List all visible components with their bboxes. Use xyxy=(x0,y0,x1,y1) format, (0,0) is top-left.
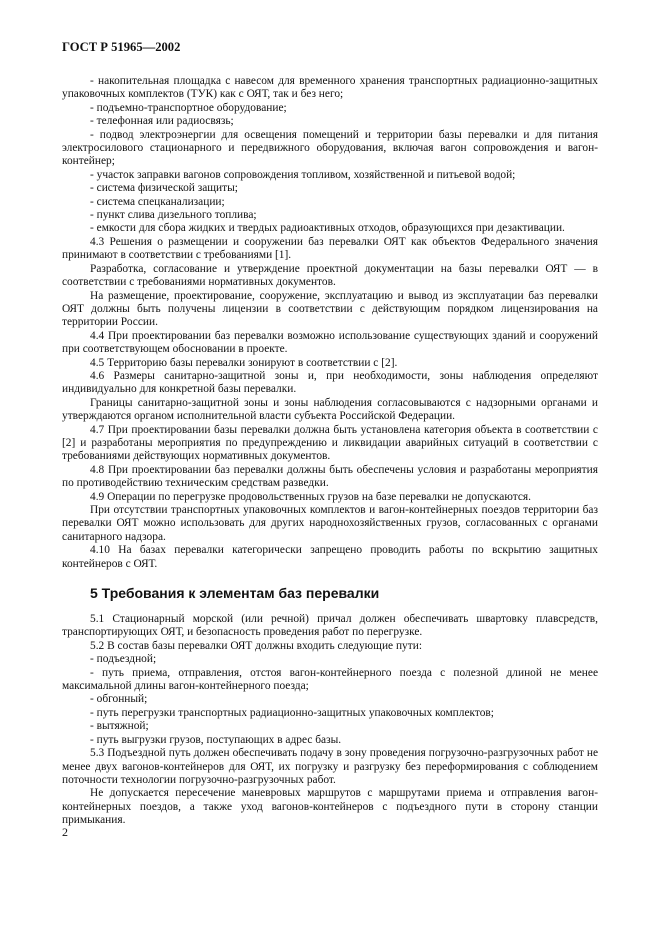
list-item: - путь перегрузки транспортных радиационно-защитных упаковочных комплектов; xyxy=(90,706,494,719)
list-item: - пункт слива дизельного топлива; xyxy=(90,209,257,222)
paragraph: Разработка, согласование и утверждение проектной документации на базы перевалки ОЯТ — в соответствии с требованиями нормативных документов. xyxy=(62,262,598,289)
paragraph: 4.4 При проектировании баз перевалки возможно использование существующих зданий и сооружений при соответствующем обосновании в проекте. xyxy=(62,329,598,356)
list-item: - емкости для сбора жидких и твердых радиоактивных отходов, образующихся при дезактивации. xyxy=(90,222,565,235)
paragraph: 4.9 Операции по перегрузке продовольственных грузов на базе перевалки не допускаются. xyxy=(90,490,531,503)
paragraph: 4.7 При проектировании базы перевалки должна быть установлена категория объекта в соответствии с [2] и разработаны мероприятия по предупреждению и ликвидации аварийных ситуаций в соответствии с требованиями действующих нормативных документов. xyxy=(62,423,598,463)
list-item: - путь выгрузки грузов, поступающих в адрес базы. xyxy=(90,733,342,746)
document-body xyxy=(62,75,598,828)
paragraph: Границы санитарно-защитной зоны и зоны наблюдения согласовываются с надзорными органами и утверждаются органом исполнительной власти субъекта Российской Федерации. xyxy=(62,396,598,423)
document-header: ГОСТ Р 51965—2002 xyxy=(62,40,181,54)
list-item: - участок заправки вагонов сопровождения топливом, хозяйственной и питьевой водой; xyxy=(90,168,516,181)
paragraph: 4.3 Решения о размещении и сооружении баз перевалки ОЯТ как объектов Федерального значения принимают в соответствии с требованиями [1]. xyxy=(62,235,598,262)
paragraph: Не допускается пересечение маневровых маршрутов с маршрутами приема и отправления вагон-контейнерных поездов, а также уход вагонов-контейнеров с подъездного пути в сторону станции примыкания. xyxy=(62,787,598,827)
list-item: - система физической защиты; xyxy=(90,182,238,195)
paragraph: 5.2 В состав базы перевалки ОЯТ должны входить следующие пути: xyxy=(90,639,422,652)
list-item: - накопительная площадка с навесом для временного хранения транспортных радиационно-защитных упаковочных комплектов (ТУК) как с ОЯТ, так и без него; xyxy=(62,75,598,101)
list-item: - система спецканализации; xyxy=(90,195,225,208)
list-item: - телефонная или радиосвязь; xyxy=(90,115,234,128)
paragraph: 5.3 Подъездной путь должен обеспечивать подачу в зону проведения погрузочно-разгрузочных работ не менее двух вагонов-контейнеров для ОЯТ, их погрузку и разгрузку без переформирования с соблюдением поточности технологии погрузочно-разгрузочных работ. xyxy=(62,747,598,786)
page-number: 2 xyxy=(62,825,68,839)
paragraph: 4.10 На базах перевалки категорически запрещено проводить работы по вскрытию защитных контейнеров с ОЯТ. xyxy=(62,544,598,570)
list-item: - подъездной; xyxy=(90,653,157,666)
paragraph: 4.5 Территорию базы перевалки зонируют в соответствии с [2]. xyxy=(90,356,398,369)
paragraph: На размещение, проектирование, сооружение, эксплуатацию и вывод из эксплуатации баз перевалки ОЯТ должны быть получены лицензии в соответствии с действующим порядком лицензирования на территории России. xyxy=(62,289,598,329)
list-item: - вытяжной; xyxy=(90,720,149,733)
section-5-title: 5 Требования к элементам баз перевалки xyxy=(90,585,380,602)
paragraph: 5.1 Стационарный морской (или речной) причал должен обеспечивать швартовку плавсредств, транспортирующих ОЯТ, и безопасность проведения работ по перегрузке. xyxy=(62,613,598,639)
list-item: - путь приема, отправления, отстоя вагон-контейнерного поезда с полезной длиной не менее максимальной длины вагон-контейнерного поезда; xyxy=(62,666,598,693)
list-item: - подвод электроэнергии для освещения помещений и территории базы перевалки и для питания электросилового стационарного и передвижного оборудования, включая вагон сопровождения и вагон-контейнер; xyxy=(62,128,598,168)
list-item: - обгонный; xyxy=(90,693,148,706)
paragraph: При отсутствии транспортных упаковочных комплектов и вагон-контейнерных поездов территории баз перевалки ОЯТ можно использовать для других народнохозяйственных грузов, согласованных с органами санитарного надзора. xyxy=(62,504,598,543)
list-item: - подъемно-транспортное оборудование; xyxy=(90,101,287,114)
document-page xyxy=(62,40,598,828)
paragraph: 4.6 Размеры санитарно-защитной зоны и, при необходимости, зоны наблюдения определяют индивидуально для конкретной базы перевалки. xyxy=(62,369,598,396)
paragraph: 4.8 При проектировании баз перевалки должны быть обеспечены условия и разработаны мероприятия по противодействию техническим средствам разведки. xyxy=(62,463,598,490)
